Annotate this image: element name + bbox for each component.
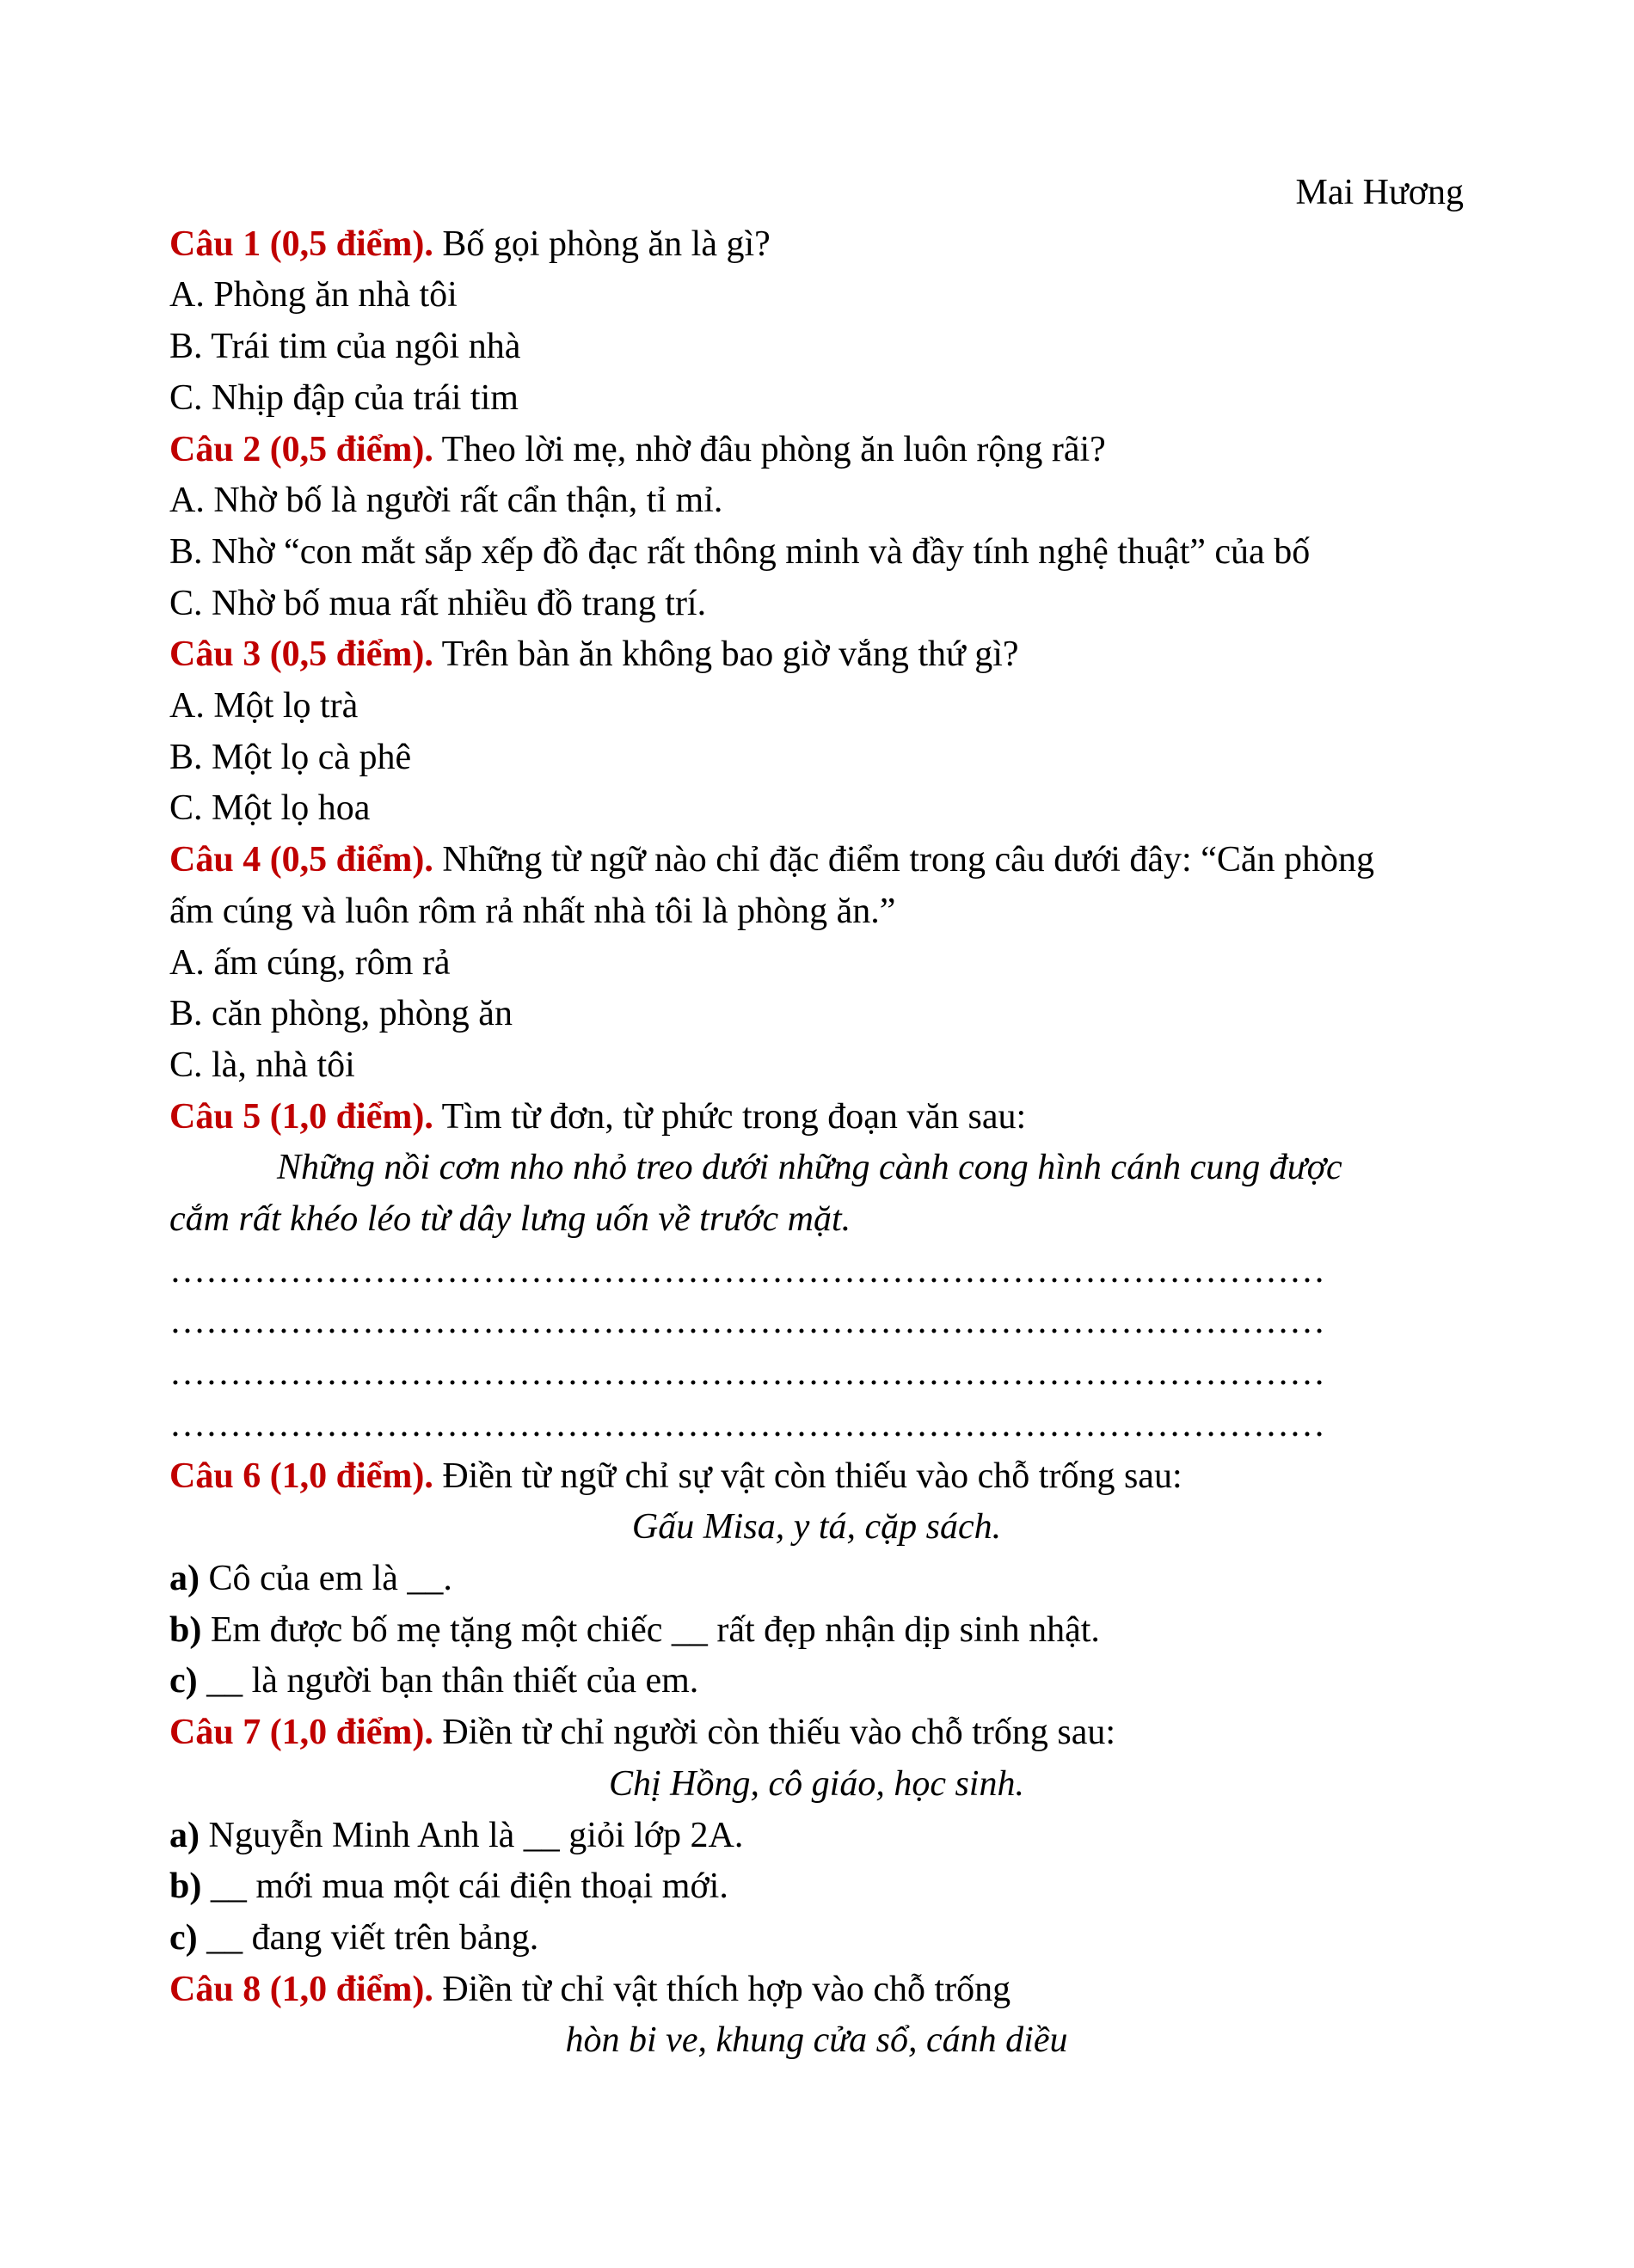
item-label: a) [169, 1558, 200, 1598]
passage-line: Những nồi cơm nho nhỏ treo dưới những cành cong hình cánh cung được [277, 1148, 1342, 1188]
fill-item [169, 1605, 1464, 1657]
option: A. ấm cúng, rôm rả [169, 942, 451, 983]
fill-item [169, 1656, 1464, 1707]
option: C. Nhờ bố mua rất nhiều đồ trang trí. [169, 583, 707, 623]
fill-item [169, 1861, 1464, 1913]
question-heading: Câu 2 (0,5 điểm). [169, 429, 433, 469]
option: A. Một lọ trà [169, 686, 359, 726]
question-text: Theo lời mẹ, nhờ đâu phòng ăn luôn rộng rãi? [433, 429, 1106, 469]
question-text: Điền từ chỉ vật thích hợp vào chỗ trống [433, 1969, 1011, 2009]
question-heading: Câu 3 (0,5 điểm). [169, 634, 433, 675]
question-heading: Câu 7 (1,0 điểm). [169, 1713, 433, 1753]
document-page [169, 168, 1464, 2067]
option: B. Một lọ cà phê [169, 737, 412, 777]
question-8 [169, 1965, 1464, 2016]
item-text: Cô của em là __. [200, 1558, 452, 1598]
question-text-continued: ấm cúng và luôn rôm rả nhất nhà tôi là phòng ăn.” [169, 891, 896, 931]
question-6 [169, 1451, 1464, 1503]
word-bank: Gấu Misa, y tá, cặp sách. [631, 1507, 1002, 1548]
option: A. Nhờ bố là người rất cẩn thận, tỉ mỉ. [169, 481, 723, 521]
option: C. Nhịp đập của trái tim [169, 377, 519, 418]
fill-item [169, 1913, 1464, 1965]
question-text: Điền từ chỉ người còn thiếu vào chỗ trống sau: [433, 1713, 1116, 1753]
item-label: c) [169, 1661, 198, 1701]
fill-item [169, 1554, 1464, 1605]
option: C. Một lọ hoa [169, 788, 371, 829]
question-2 [169, 425, 1464, 476]
question-heading: Câu 6 (1,0 điểm). [169, 1456, 433, 1496]
word-bank: Chị Hồng, cô giáo, học sinh. [609, 1763, 1024, 1804]
item-text: __ mới mua một cái điện thoại mới. [201, 1867, 728, 1907]
item-label: b) [169, 1867, 202, 1907]
passage-line: cắm rất khéo léo từ dây lưng uốn về trước mặt. [169, 1199, 851, 1240]
item-label: c) [169, 1917, 198, 1958]
answer-line[interactable]: …………………………………………………………………………………… [169, 1353, 1325, 1394]
question-text: Điền từ ngữ chỉ sự vật còn thiếu vào chỗ trống sau: [433, 1456, 1182, 1496]
answer-line[interactable]: …………………………………………………………………………………… [169, 1302, 1325, 1342]
item-text: Nguyễn Minh Anh là __ giỏi lớp 2A. [200, 1815, 744, 1855]
question-text: Tìm từ đơn, từ phức trong đoạn văn sau: [433, 1096, 1027, 1137]
item-text: Em được bố mẹ tặng một chiếc __ rất đẹp nhận dịp sinh nhật. [201, 1609, 1100, 1650]
author-name: Mai Hương [1295, 173, 1464, 212]
item-label: b) [169, 1609, 202, 1650]
question-text: Trên bàn ăn không bao giờ vắng thứ gì? [433, 634, 1019, 675]
answer-line[interactable]: …………………………………………………………………………………… [169, 1404, 1325, 1444]
word-bank: hòn bi ve, khung cửa sổ, cánh diều [565, 2020, 1068, 2061]
answer-line[interactable]: …………………………………………………………………………………… [169, 1250, 1325, 1290]
option: B. Trái tim của ngôi nhà [169, 327, 521, 367]
option: A. Phòng ăn nhà tôi [169, 275, 458, 316]
question-text: Những từ ngữ nào chỉ đặc điểm trong câu dưới đây: “Căn phòng [433, 840, 1375, 880]
question-7 [169, 1707, 1464, 1759]
item-text: __ là người bạn thân thiết của em. [197, 1661, 699, 1701]
question-heading: Câu 1 (0,5 điểm). [169, 224, 433, 264]
option: C. là, nhà tôi [169, 1045, 355, 1085]
option: B. Nhờ “con mắt sắp xếp đồ đạc rất thông minh và đầy tính nghệ thuật” của bố [169, 531, 1311, 572]
question-4 [169, 835, 1464, 886]
question-heading: Câu 5 (1,0 điểm). [169, 1096, 433, 1137]
question-1 [169, 219, 1464, 271]
option: B. căn phòng, phòng ăn [169, 994, 513, 1034]
question-3 [169, 629, 1464, 681]
question-text: Bố gọi phòng ăn là gì? [433, 224, 771, 264]
question-heading: Câu 4 (0,5 điểm). [169, 840, 433, 880]
question-heading: Câu 8 (1,0 điểm). [169, 1969, 433, 2009]
item-text: __ đang viết trên bảng. [197, 1917, 539, 1958]
item-label: a) [169, 1815, 200, 1855]
fill-item [169, 1811, 1464, 1862]
question-5 [169, 1092, 1464, 1143]
